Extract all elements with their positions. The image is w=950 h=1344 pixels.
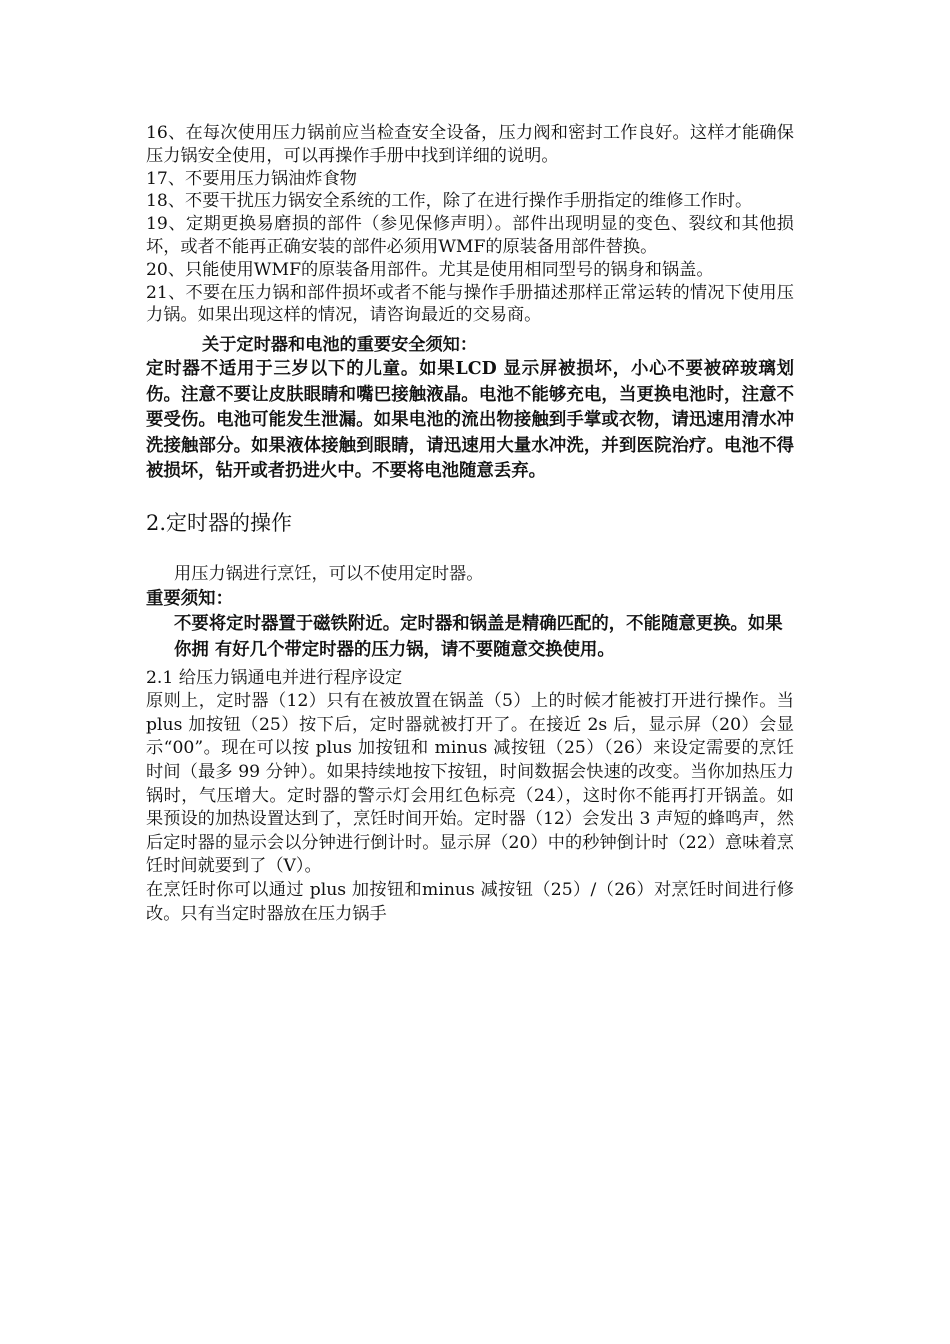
note-title: 重要须知： xyxy=(146,589,233,610)
item-19: 19、定期更换易磨损的部件（参见保修声明）。部件出现明显的变色、裂纹和其他损坏，或者不能再正确安装的部件必须用WMF的原装备用部件替换。 xyxy=(146,214,794,257)
spacer xyxy=(146,537,794,563)
item-17: 17、不要用压力锅油炸食物 xyxy=(146,168,357,189)
section-intro: 用压力锅进行烹饪，可以不使用定时器。 xyxy=(174,563,484,584)
adjust-paragraph: 在烹饪时你可以通过 plus 加按钮和minus 减按钮（25）/（26）对烹饪时间进行修改。只有当定时器放在压力锅手 xyxy=(146,880,794,924)
document-page xyxy=(146,122,794,926)
safety-title: 关于定时器和电池的重要安全须知： xyxy=(202,335,478,356)
item-20: 20、只能使用WMF的原装备用部件。尤其是使用相同型号的锅身和锅盖。 xyxy=(146,259,714,280)
operation-paragraph: 原则上，定时器（12）只有在被放置在锅盖（5）上的时候才能被打开进行操作。当 plus 加按钮（25）按下后，定时器就被打开了。在接近 2s 后，显示屏（20）会显示“00”。现在可以按 plus 加按钮和 minus 减按钮（25）（26）来设定需要的烹饪时间（最多 99 分钟）。如果持续地按下按钮，时间数据会快速的改变。当你加热压力锅时，气压增大。定时器的警示灯会用红色标亮（24），这时你不能再打开锅盖。如果预设的加热设置达到了，烹饪时间开始。定时器（12）会发出 3 声短的蜂鸣声，然后定时器的显示会以分钟进行倒计时。显示屏（20）中的秒钟倒计时（22）意味着烹饪时间就要到了（V）。 xyxy=(146,691,794,877)
safety-body: 定时器不适用于三岁以下的儿童。如果LCD 显示屏被损坏，小心不要被碎玻璃划伤。注意不要让皮肤眼睛和嘴巴接触液晶。电池不能够充电，当更换电池时，注意不要受伤。电池可能发生泄漏。如果电池的流出物接触到手掌或衣物，请迅速用清水冲洗接触部分。如果液体接触到眼睛，请迅速用大量水冲洗，并到医院治疗。电池不得被损坏，钻开或者扔进火中。不要将电池随意丢弃。 xyxy=(146,359,794,482)
item-21: 21、不要在压力锅和部件损坏或者不能与操作手册描述那样正常运转的情况下使用压力锅。如果出现这样的情况，请咨询最近的交易商。 xyxy=(146,282,794,326)
section-heading: 2.定时器的操作 xyxy=(146,510,293,535)
item-18: 18、不要干扰压力锅安全系统的工作，除了在进行操作手册指定的维修工作时。 xyxy=(146,191,753,212)
item-16: 16、在每次使用压力锅前应当检查安全设备，压力阀和密封工作良好。这样才能确保压力锅安全使用，可以再操作手册中找到详细的说明。 xyxy=(146,123,794,166)
sub-heading: 2.1 给压力锅通电并进行程序设定 xyxy=(146,668,403,689)
note-body: 不要将定时器置于磁铁附近。定时器和锅盖是精确匹配的，不能随意更换。如果你拥 有好几个带定时器的压力锅，请不要随意交换使用。 xyxy=(174,614,783,661)
